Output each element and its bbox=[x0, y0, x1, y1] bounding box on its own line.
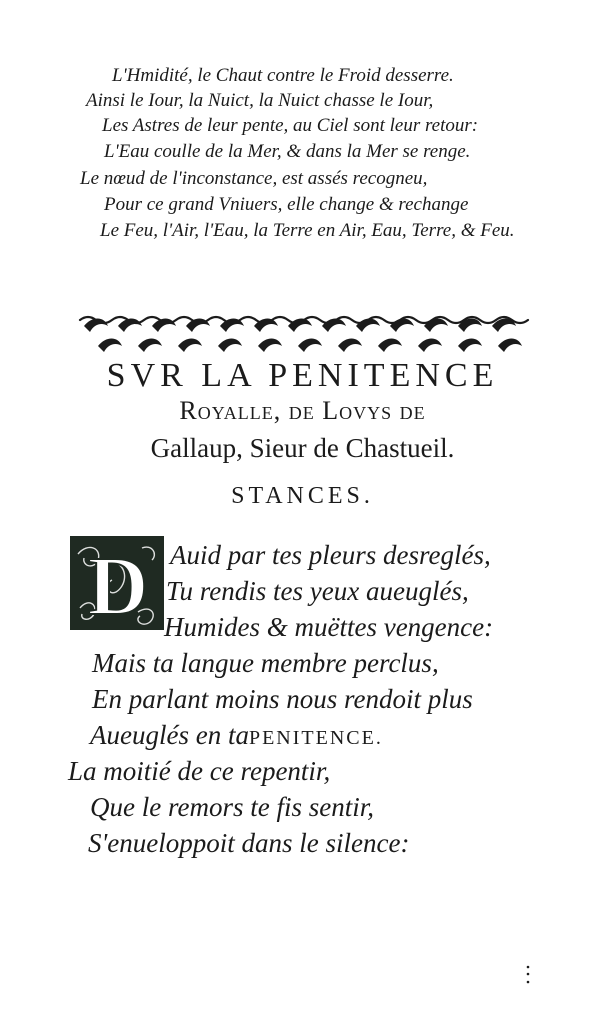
stanza-line: Mais ta langue membre perclus, bbox=[92, 648, 439, 678]
verse-line: Le Feu, l'Air, l'Eau, la Terre en Air, Eau, Terre, & Feu. bbox=[100, 220, 515, 241]
stanza-line: En parlant moins nous rendoit plus bbox=[92, 684, 473, 714]
stanza-line bbox=[90, 718, 383, 755]
stanza-line: Tu rendis tes yeux aueuglés, bbox=[166, 576, 469, 606]
verse-line: Pour ce grand Vniuers, elle change & rechange bbox=[104, 194, 469, 215]
stanza-line: Humides & muëttes vengence: bbox=[164, 612, 494, 642]
stanza-line-text: Aueuglés en ta bbox=[90, 720, 249, 750]
stanza-line: S'enueloppoit dans le silence: bbox=[88, 828, 410, 858]
verse-line: Le nœud de l'inconstance, est assés recogneu, bbox=[80, 168, 428, 189]
title-line-3: Gallaup, Sieur de Chastueil. bbox=[150, 433, 455, 463]
verse-line: L'Eau coulle de la Mer, & dans la Mer se renge. bbox=[104, 141, 471, 162]
penitence-word: PENITENCE. bbox=[248, 727, 383, 749]
verse-line: L'Hmidité, le Chaut contre le Froid desserre. bbox=[112, 65, 454, 86]
ornamental-band-icon bbox=[78, 312, 530, 360]
stanza-line: Que le remors te fis sentir, bbox=[90, 792, 374, 822]
drop-cap-letter: D bbox=[87, 540, 149, 632]
title-line-1: SVR LA PENITENCE bbox=[106, 357, 499, 394]
verse-line: Ainsi le Iour, la Nuict, la Nuict chasse le Iour, bbox=[86, 90, 434, 111]
section-heading: STANCES. bbox=[231, 483, 374, 509]
margin-marks-icon bbox=[524, 964, 532, 986]
title-line-2: Royalle, de Lovys de bbox=[179, 396, 426, 425]
decorated-initial-icon bbox=[68, 534, 166, 632]
verse-line: Les Astres de leur pente, au Ciel sont leur retour: bbox=[102, 115, 479, 136]
stanza-line: Auid par tes pleurs desreglés, bbox=[170, 540, 491, 570]
stanza-line: La moitié de ce repentir, bbox=[68, 756, 331, 786]
